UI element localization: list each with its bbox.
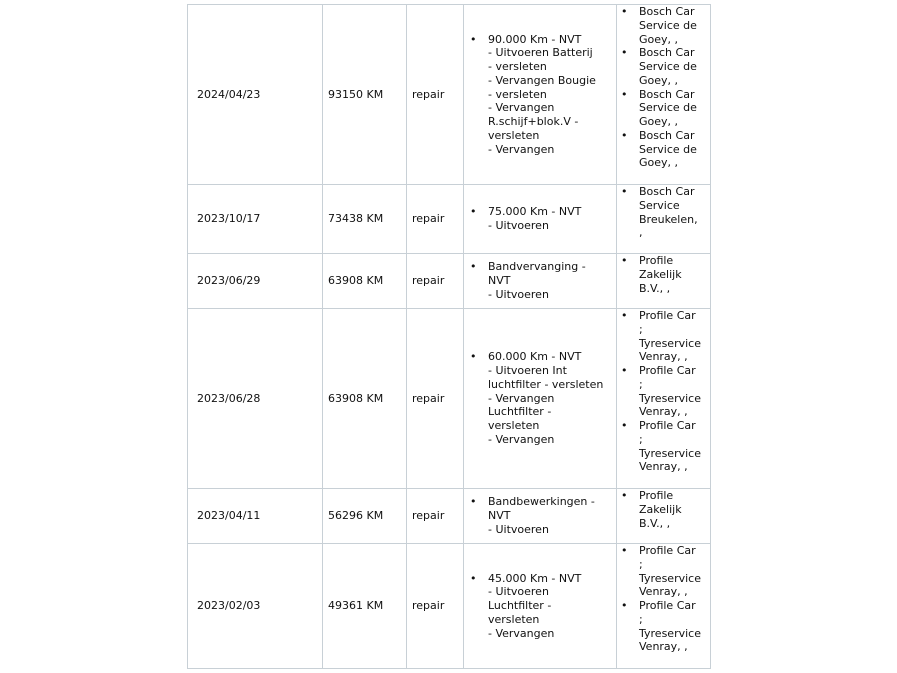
workshop-name: Profile Zakelijk B.V., , — [639, 254, 682, 295]
workshop-item — [621, 88, 710, 129]
mileage-cell: 63908 KM — [323, 309, 407, 489]
workshop-cell — [617, 254, 711, 309]
work-item — [470, 572, 616, 641]
workshop-name: Bosch Car Service de Goey, , — [639, 5, 697, 46]
type-cell: repair — [407, 254, 464, 309]
workshop-item — [621, 544, 710, 599]
work-item — [470, 260, 616, 301]
workshop-cell — [617, 544, 711, 669]
type-cell: repair — [407, 309, 464, 489]
work-list — [470, 33, 616, 157]
workshop-item — [621, 185, 710, 240]
work-description: 90.000 Km - NVT - Uitvoeren Batterij - versleten - Vervangen Bougie - versleten - Vervangen R.schijf+blok.V - versleten - Vervangen — [488, 32, 596, 156]
table-row — [188, 254, 711, 309]
workshop-name: Profile Car ; Tyreservice Venray, , — [639, 419, 701, 474]
work-cell — [464, 544, 617, 669]
work-description: 60.000 Km - NVT - Uitvoeren Int luchtfilter - versleten - Vervangen Luchtfilter - versleten - Vervangen — [488, 350, 604, 446]
work-list — [470, 350, 616, 446]
workshop-item — [621, 364, 710, 419]
workshop-item — [621, 129, 710, 170]
mileage-cell: 56296 KM — [323, 489, 407, 544]
work-list — [470, 260, 616, 301]
work-list — [470, 572, 616, 641]
workshop-list — [621, 254, 710, 295]
workshop-cell — [617, 185, 711, 254]
work-description: 75.000 Km - NVT - Uitvoeren — [488, 205, 582, 232]
date-cell: 2024/04/23 — [188, 5, 323, 185]
work-item — [470, 205, 616, 233]
workshop-name: Bosch Car Service Breukelen, , — [639, 185, 698, 240]
workshop-item — [621, 254, 710, 295]
mileage-cell: 63908 KM — [323, 254, 407, 309]
workshop-item — [621, 309, 710, 364]
work-list — [470, 495, 616, 536]
workshop-list — [621, 489, 710, 530]
workshop-name: Profile Car ; Tyreservice Venray, , — [639, 599, 701, 654]
workshop-name: Profile Car ; Tyreservice Venray, , — [639, 364, 701, 419]
workshop-list — [621, 5, 710, 170]
mileage-cell: 49361 KM — [323, 544, 407, 669]
workshop-cell — [617, 5, 711, 185]
mileage-cell: 73438 KM — [323, 185, 407, 254]
workshop-name: Bosch Car Service de Goey, , — [639, 46, 697, 87]
workshop-item — [621, 599, 710, 654]
date-cell: 2023/04/11 — [188, 489, 323, 544]
workshop-list — [621, 185, 710, 240]
workshop-item — [621, 46, 710, 87]
type-cell: repair — [407, 185, 464, 254]
workshop-name: Profile Zakelijk B.V., , — [639, 489, 682, 530]
work-cell — [464, 489, 617, 544]
type-cell: repair — [407, 5, 464, 185]
workshop-cell — [617, 489, 711, 544]
work-cell — [464, 5, 617, 185]
workshop-item — [621, 419, 710, 474]
work-description: Bandvervanging - NVT - Uitvoeren — [488, 260, 586, 301]
work-list — [470, 205, 616, 233]
work-description: Bandbewerkingen - NVT - Uitvoeren — [488, 495, 595, 536]
date-cell: 2023/06/28 — [188, 309, 323, 489]
table-row — [188, 185, 711, 254]
table-row — [188, 489, 711, 544]
workshop-name: Profile Car ; Tyreservice Venray, , — [639, 544, 701, 599]
workshop-item — [621, 489, 710, 530]
work-cell — [464, 185, 617, 254]
date-cell: 2023/02/03 — [188, 544, 323, 669]
work-item — [470, 33, 616, 157]
workshop-list — [621, 544, 710, 654]
table-row — [188, 5, 711, 185]
work-item — [470, 350, 616, 446]
mileage-cell: 93150 KM — [323, 5, 407, 185]
date-cell: 2023/06/29 — [188, 254, 323, 309]
work-cell — [464, 254, 617, 309]
type-cell: repair — [407, 544, 464, 669]
table-body — [188, 5, 711, 669]
workshop-name: Profile Car ; Tyreservice Venray, , — [639, 309, 701, 364]
maintenance-history-table — [187, 4, 711, 669]
work-cell — [464, 309, 617, 489]
workshop-name: Bosch Car Service de Goey, , — [639, 87, 697, 128]
workshop-item — [621, 5, 710, 46]
workshop-name: Bosch Car Service de Goey, , — [639, 128, 697, 170]
work-description: 45.000 Km - NVT - Uitvoeren Luchtfilter - versleten - Vervangen — [488, 571, 582, 640]
work-item — [470, 495, 616, 536]
table-row — [188, 544, 711, 669]
date-cell: 2023/10/17 — [188, 185, 323, 254]
workshop-cell — [617, 309, 711, 489]
table-row — [188, 309, 711, 489]
workshop-list — [621, 309, 710, 474]
type-cell: repair — [407, 489, 464, 544]
